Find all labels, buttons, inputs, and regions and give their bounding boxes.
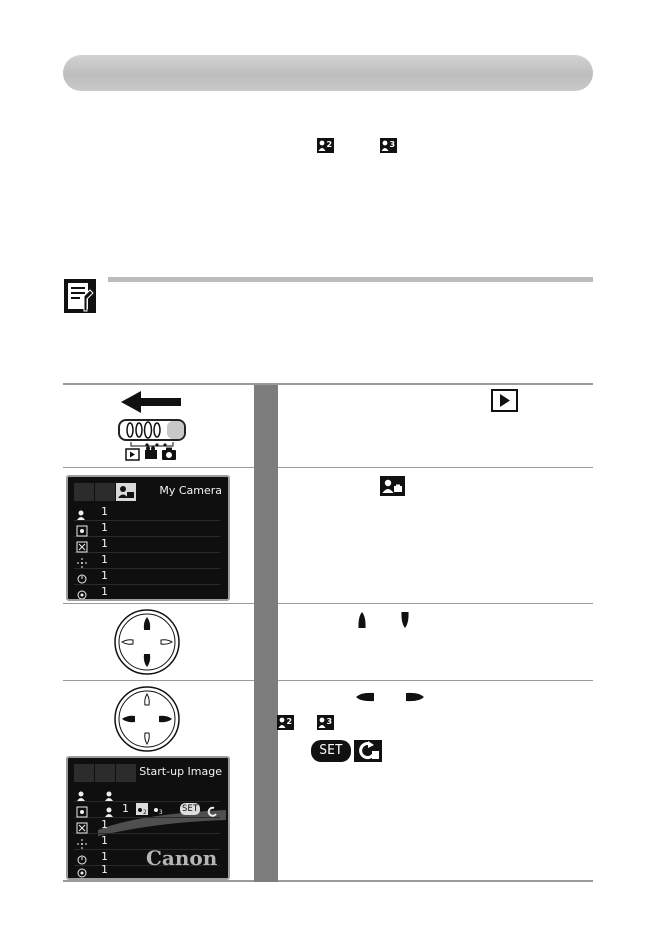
operation-sound-icon [76,819,88,831]
menu-row [74,552,220,569]
menu-row-value: 1 [101,818,108,831]
menu-row-value: 1 [101,585,108,598]
canon-logo: Canon [146,846,218,870]
controller-dial-left-right [113,685,181,758]
menu-tabs [74,764,137,782]
menu-row [74,568,220,585]
svg-text:3: 3 [326,717,333,726]
start-up-image-icon [76,787,88,799]
menu-row-value: 1 [101,505,108,518]
menu-row-value: 1 [101,863,108,876]
start-up-image-option-icon [104,803,116,815]
svg-text:3: 3 [159,809,163,816]
tab-setup [95,764,115,782]
svg-text:3: 3 [389,140,396,149]
af-sound-icon [76,864,88,876]
selftimer-sound-icon [76,835,88,847]
tab-my-camera [116,483,136,501]
register-icon [354,740,382,767]
step1-illustration [115,390,195,467]
current-start-up-icon [104,787,116,799]
playback-icon [491,389,518,417]
set-button-icon: SET [311,740,351,762]
step-divider [63,467,593,468]
option-3-icon [152,803,164,815]
tab-my-camera [116,764,136,782]
up-arrow-icon [358,612,366,633]
power-lever-icon [119,420,185,440]
option-1: 1 [122,802,129,815]
shutter-sound-icon [76,570,88,582]
operation-sound-icon [76,538,88,550]
menu-header: Start-up Image [139,765,222,778]
note-rule [108,277,593,282]
menu-row-value: 1 [101,569,108,582]
svg-text:2: 2 [286,717,293,726]
tab-shooting [74,483,94,501]
start-up-sound-icon [76,522,88,534]
steps-top-rule [63,383,593,385]
menu-row-value: 1 [101,537,108,550]
af-sound-icon [76,586,88,598]
menu-row-value: 1 [101,521,108,534]
mode-3-icon [317,715,334,730]
menu-header: My Camera [159,484,222,497]
selftimer-sound-icon [76,554,88,566]
note-icon [63,278,97,319]
menu-row [74,785,220,802]
menu-row [74,584,220,600]
tab-setup [95,483,115,501]
section-title-bar [63,55,593,91]
mode-3-icon [380,138,397,153]
start-up-sound-icon [76,803,88,815]
menu-row [74,801,220,818]
menu-row-value: 1 [101,834,108,847]
start-up-image-icon [76,506,88,518]
menu-row [74,520,220,537]
menu-row [74,817,220,834]
controller-dial-up-down [113,608,181,681]
mode-2-icon [317,138,334,153]
left-arrow-graphic [121,391,181,413]
tab-shooting [74,764,94,782]
start-up-image-screen [66,756,230,880]
right-arrow-icon [406,689,424,707]
option-2-icon [136,803,148,815]
menu-row-value: 1 [101,850,108,863]
left-arrow-icon [356,689,374,707]
mode-2-icon [277,715,294,730]
svg-text:2: 2 [326,140,333,149]
down-arrow-icon [401,612,409,633]
svg-text:2: 2 [143,809,147,816]
set-badge: SET [182,804,199,814]
menu-tabs [74,483,137,501]
menu-row [74,504,220,521]
menu-row-value: 1 [101,553,108,566]
step-number-column [254,385,278,882]
register-small-icon [206,803,218,815]
menu-row [74,536,220,553]
steps-bottom-rule [63,880,593,882]
my-camera-menu-screen [66,475,230,601]
my-camera-tab-icon [380,476,405,501]
step-divider [63,603,593,604]
